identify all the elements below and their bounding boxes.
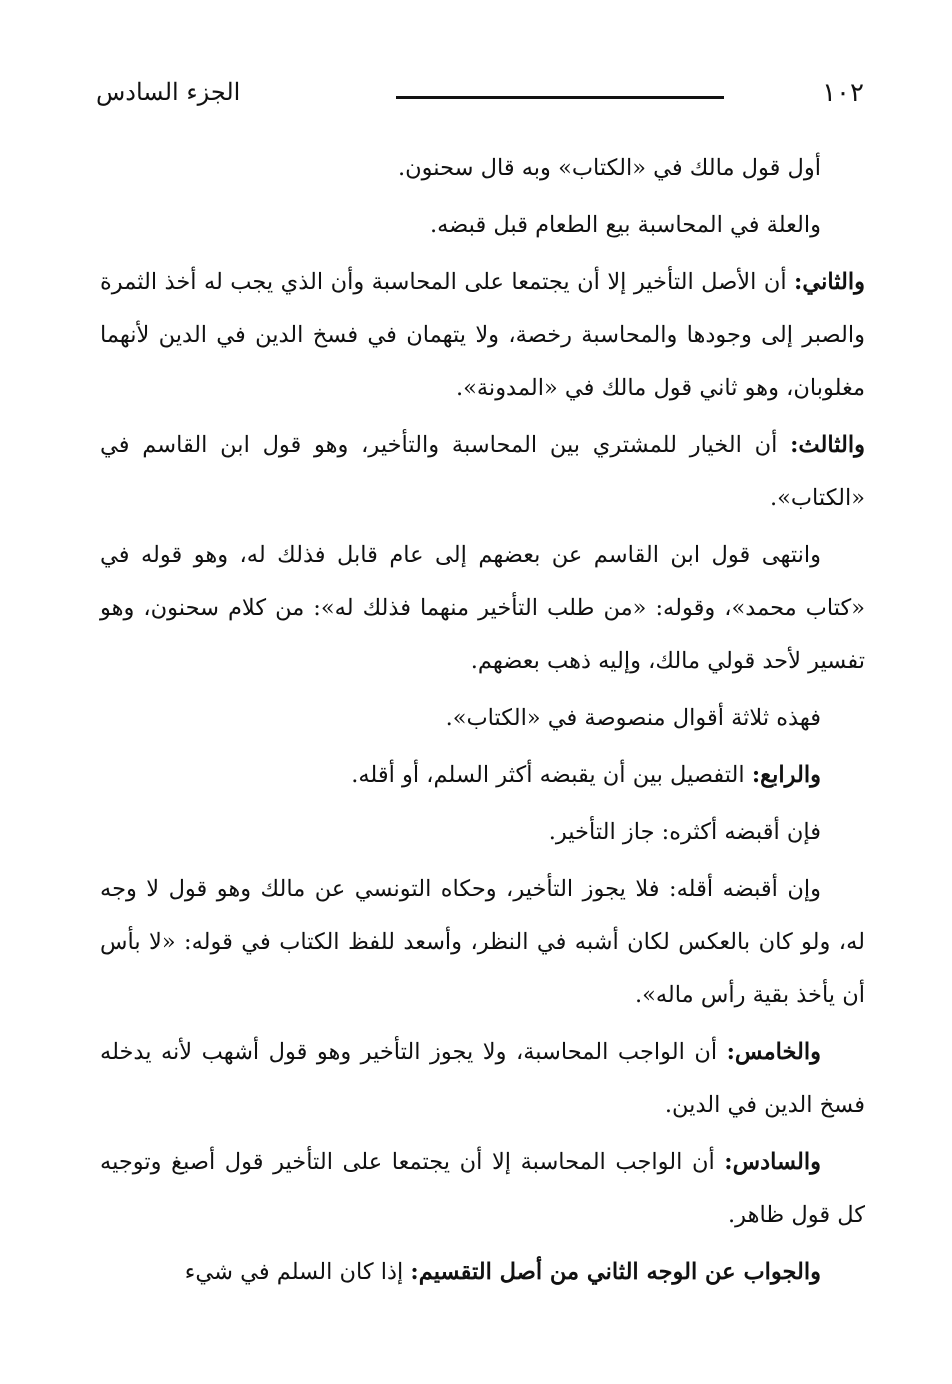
page-header xyxy=(96,78,864,118)
header-rule xyxy=(396,96,724,99)
paragraph xyxy=(100,529,865,688)
paragraph-text: وانتهى قول ابن القاسم عن بعضهم إلى عام قابل فذلك له، وهو قوله في «كتاب محمد»، وقوله: «من طلب التأخير منهما فذلك له»: من كلام سحنون، وهو تفسير لأحد قولي مالك، وإليه ذهب بعضهم. xyxy=(100,542,865,674)
paragraph-text: أول قول مالك في «الكتاب» وبه قال سحنون. xyxy=(398,155,821,181)
paragraph xyxy=(100,1246,865,1299)
paragraph-label: والجواب عن الوجه الثاني من أصل التقسيم: xyxy=(410,1259,821,1285)
running-title: الجزء السادس xyxy=(96,78,241,106)
paragraph-text: أن الخيار للمشتري بين المحاسبة والتأخير، وهو قول ابن القاسم في «الكتاب». xyxy=(100,432,865,511)
paragraph xyxy=(100,256,865,415)
paragraph-text: أن الأصل التأخير إلا أن يجتمعا على المحاسبة وأن الذي يجب له أخذ الثمرة والصبر إلى وجودها والمحاسبة رخصة، ولا يتهمان في فسخ الدين في الدين لأنهما مغلوبان، وهو ثاني قول مالك في «المدونة». xyxy=(100,269,865,401)
paragraph-text: إذا كان السلم في شيء xyxy=(184,1259,411,1285)
paragraph xyxy=(100,692,865,745)
paragraph xyxy=(100,806,865,859)
page-body xyxy=(100,142,865,1303)
paragraph-text: التفصيل بين أن يقبضه أكثر السلم، أو أقله. xyxy=(351,762,752,788)
paragraph xyxy=(100,749,865,802)
paragraph-label: والرابع: xyxy=(751,762,821,788)
paragraph-label: والثالث: xyxy=(790,432,865,458)
paragraph-label: والخامس: xyxy=(726,1039,821,1065)
paragraph-text: فإن أقبضه أكثره: جاز التأخير. xyxy=(548,819,821,845)
page-number: ١٠٢ xyxy=(822,78,864,108)
paragraph-text: أن الواجب المحاسبة، ولا يجوز التأخير وهو قول أشهب لأنه يدخله فسخ الدين في الدين. xyxy=(100,1039,865,1118)
paragraph xyxy=(100,1136,865,1242)
paragraph xyxy=(100,142,865,195)
paragraph-text: والعلة في المحاسبة بيع الطعام قبل قبضه. xyxy=(429,212,821,238)
paragraph-label: والثاني: xyxy=(794,269,865,295)
paragraph-text: أن الواجب المحاسبة إلا أن يجتمعا على التأخير قول أصبغ وتوجيه كل قول ظاهر. xyxy=(100,1149,865,1228)
paragraph xyxy=(100,863,865,1022)
paragraph-label: والسادس: xyxy=(724,1149,821,1175)
paragraph xyxy=(100,1026,865,1132)
paragraph xyxy=(100,199,865,252)
paragraph xyxy=(100,419,865,525)
paragraph-text: وإن أقبضه أقله: فلا يجوز التأخير، وحكاه التونسي عن مالك وهو قول لا وجه له، ولو كان بالعكس لكان أشبه في النظر، وأسعد للفظ الكتاب في قوله: «لا بأس أن يأخذ بقية رأس ماله». xyxy=(100,876,865,1008)
paragraph-text: فهذه ثلاثة أقوال منصوصة في «الكتاب». xyxy=(445,705,821,731)
